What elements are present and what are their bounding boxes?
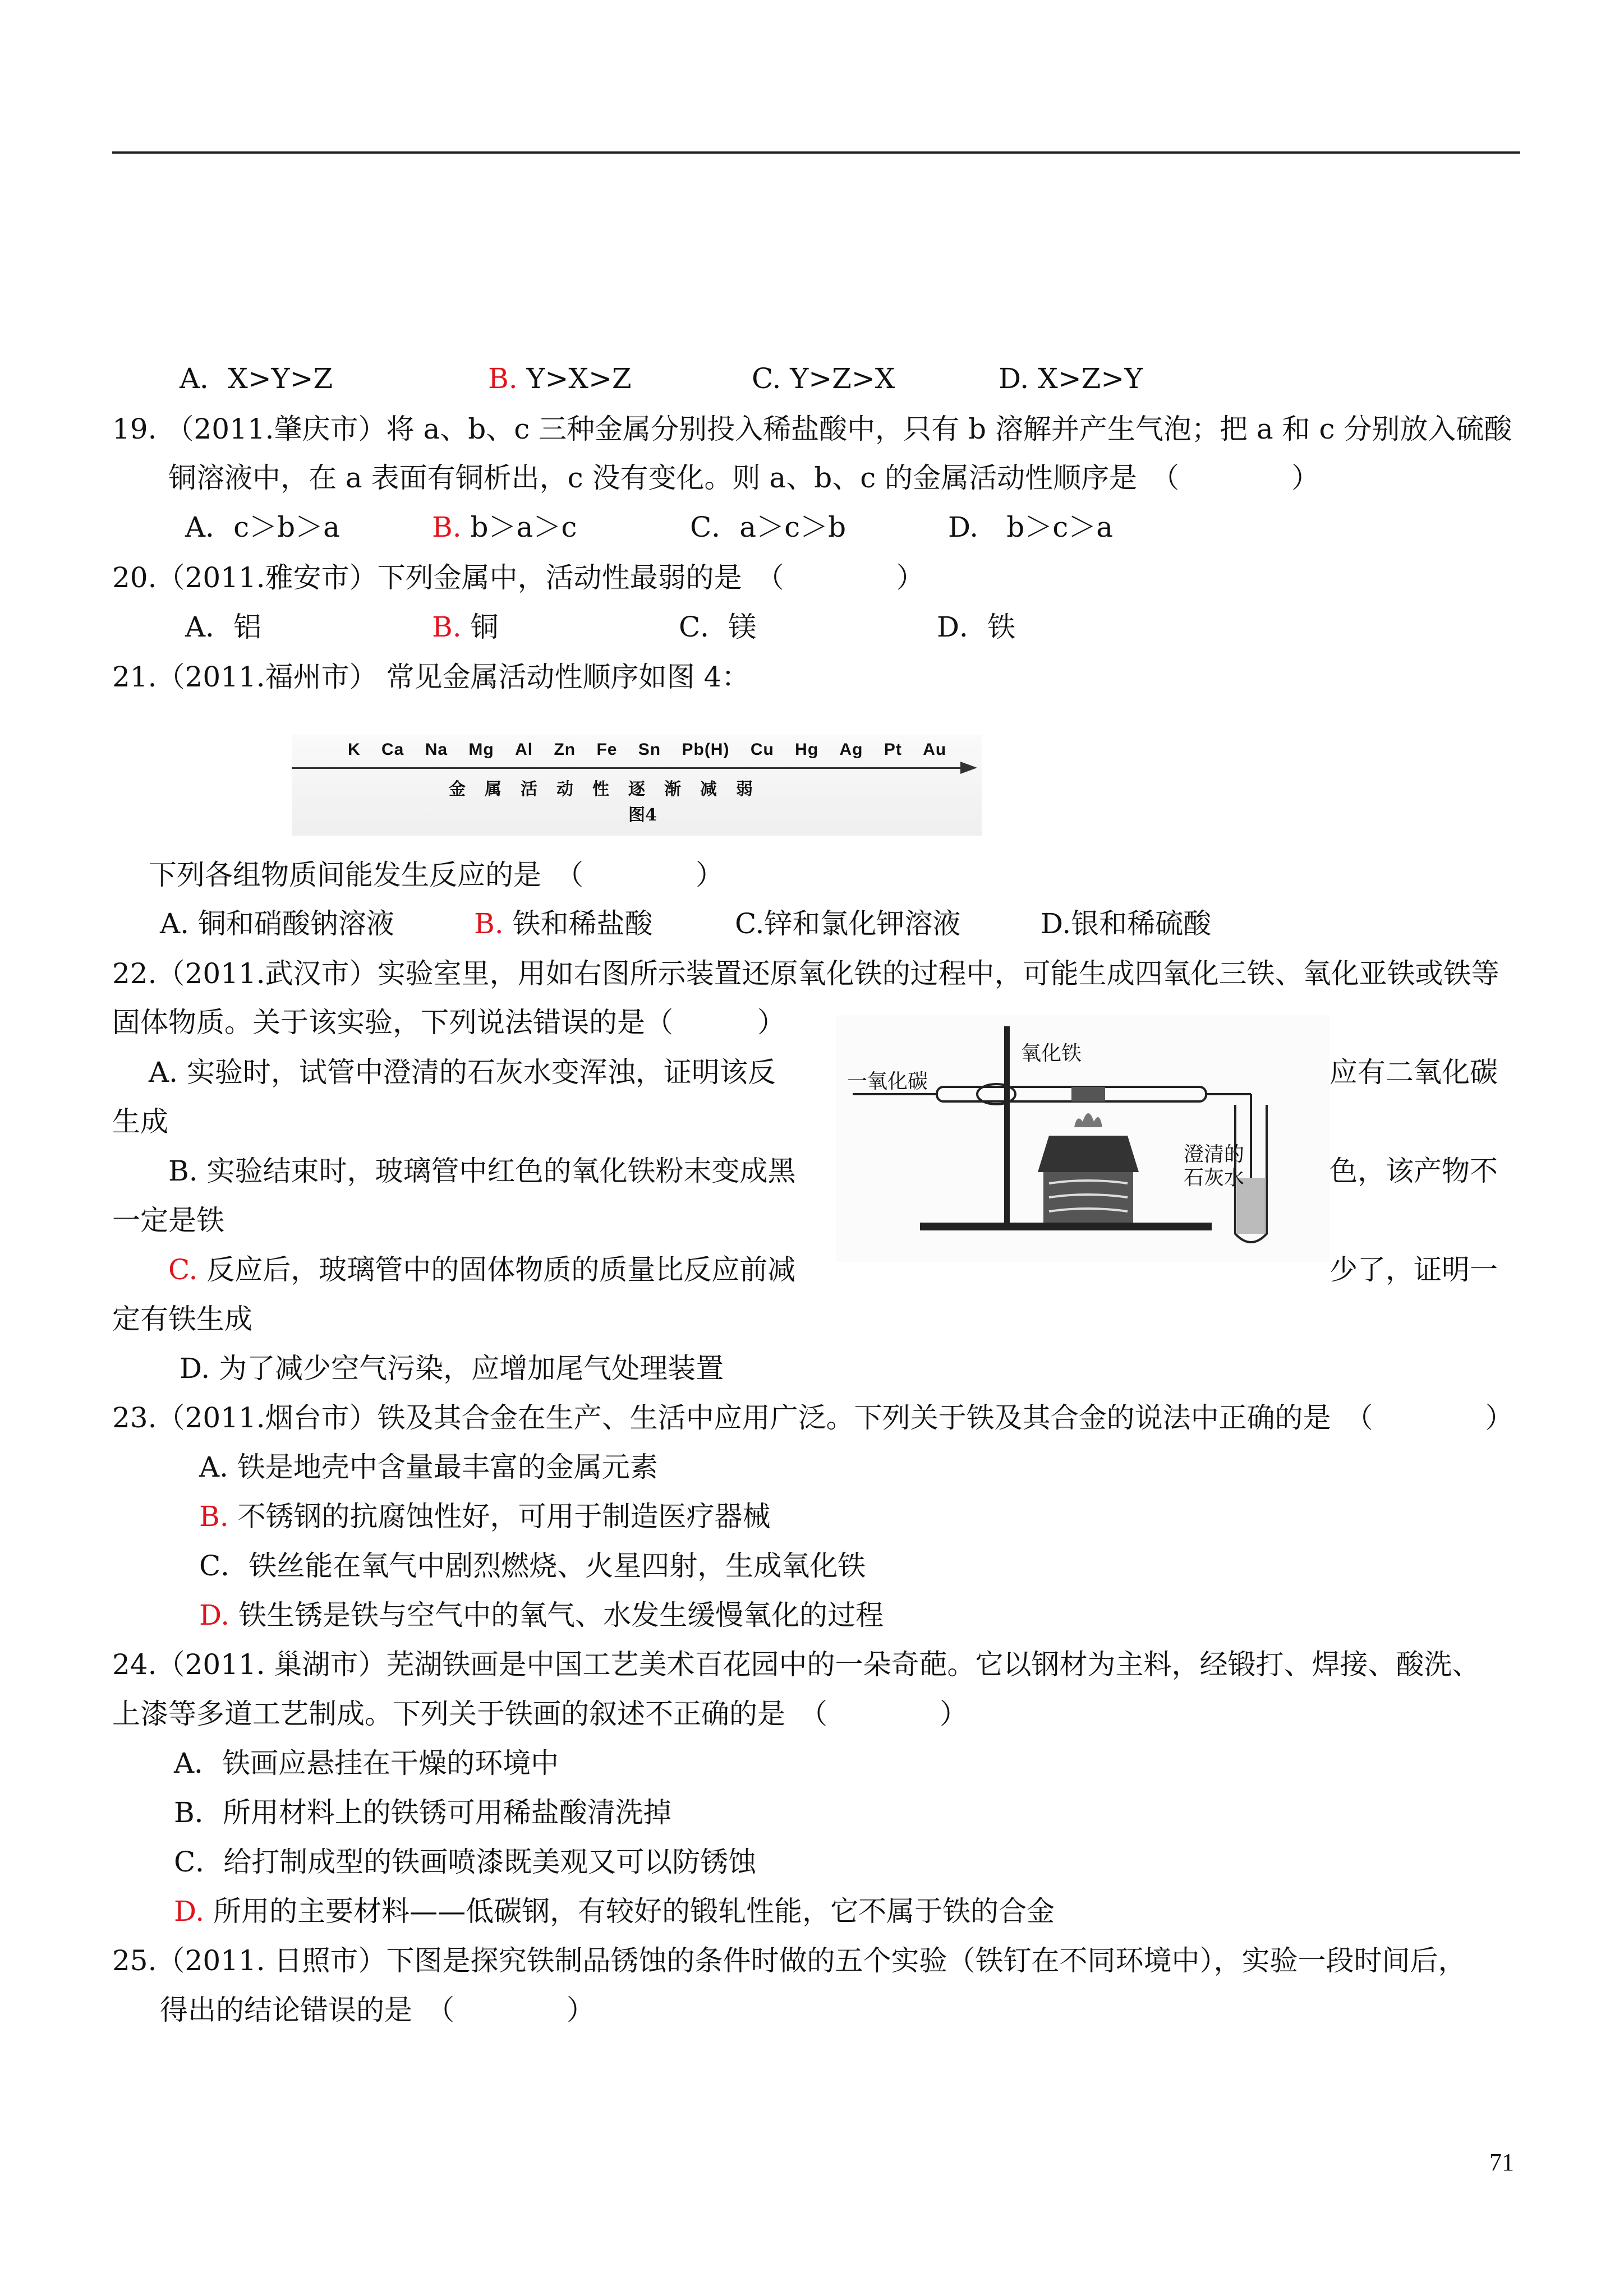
page-number: 71: [1489, 2149, 1514, 2176]
figure-label: 图4: [628, 805, 657, 825]
q22-option-d: D. 为了减少空气污染，应增加尾气处理装置: [180, 1352, 724, 1385]
q18-option-b: B. Y>X>Z: [488, 362, 632, 395]
co-reduction-apparatus-figure: [836, 1015, 1329, 1262]
q18-option-a: A．X>Y>Z: [180, 362, 333, 395]
q23-option-d: D. 铁生锈是铁与空气中的氧气、水发生缓慢氧化的过程: [199, 1599, 884, 1631]
arrow-right-icon: [960, 762, 977, 774]
q22-option-a-cont: 生成: [112, 1105, 168, 1138]
q23-option-c: C．铁丝能在氧气中剧烈燃烧、火星四射，生成氧化铁: [199, 1550, 866, 1582]
answer-mark: B.: [488, 362, 518, 395]
series-arrow-line: [292, 767, 965, 769]
metal-activity-series-figure: [292, 735, 982, 836]
q19-line-2: 铜溶液中，在 a 表面有铜析出，c 没有变化。则 a、b、c 的金属活动性顺序是 （ ）: [168, 462, 1320, 494]
q23-stem: 23.（2011.烟台市）铁及其合金在生产、生活中应用广泛。下列关于铁及其合金的说法中正确的是 （ ）: [112, 1401, 1513, 1434]
answer-mark: D.: [199, 1599, 230, 1631]
answer-mark: D.: [174, 1895, 205, 1928]
answer-mark: B.: [432, 611, 462, 643]
q22-option-b-cont: 一定是铁: [112, 1204, 224, 1237]
answer-mark: B.: [432, 511, 462, 543]
q24-option-c: C．给打制成型的铁画喷漆既美观又可以防锈蚀: [174, 1846, 757, 1878]
series-caption: 金属活动性逐渐减弱: [449, 780, 772, 799]
q19-option-b: B. b＞a＞c: [432, 511, 577, 543]
q19-option-c: C．a＞c＞b: [690, 511, 846, 543]
q19-option-a: A．c＞b＞a: [185, 511, 340, 543]
q25-line-2: 得出的结论错误的是 （ ）: [160, 1994, 595, 2026]
answer-mark: C.: [168, 1253, 198, 1286]
header-rule: [112, 151, 1520, 154]
q18-option-d: D. X>Z>Y: [999, 362, 1143, 395]
q18-option-c: C. Y>Z>X: [752, 362, 895, 395]
metal-list: [348, 740, 962, 759]
metal-symbol: Pb(H): [682, 740, 730, 759]
apparatus-drawing: [836, 1015, 1329, 1262]
q22-option-a-right: 应有二氧化碳: [1329, 1056, 1498, 1089]
q20-option-a: A．铝: [185, 611, 262, 643]
q22-option-b-left: B. 实验结束时，玻璃管中红色的氧化铁粉末变成黑: [168, 1155, 796, 1187]
q24-option-b: B．所用材料上的铁锈可用稀盐酸清洗掉: [174, 1796, 671, 1829]
q19-line-1: 19. （2011.肇庆市）将 a、b、c 三种金属分别投入稀盐酸中，只有 b 溶解并产生气泡；把 a 和 c 分别放入硫酸: [112, 413, 1512, 445]
q21-stem: 21.（2011.福州市） 常见金属活动性顺序如图 4：: [112, 661, 750, 693]
q22-option-b-right: 色，该产物不: [1329, 1155, 1498, 1187]
label-limewater-line-1: 澄清的: [1184, 1143, 1245, 1166]
metal-symbol: Sn: [638, 740, 661, 759]
q19-option-d: D. b＞c＞a: [948, 511, 1114, 543]
q24-option-a: A．铁画应悬挂在干燥的环境中: [174, 1747, 559, 1779]
q24-line-1: 24.（2011. 巢湖市）芜湖铁画是中国工艺美术百花园中的一朵奇葩。它以钢材为主料，经锻打、焊接、酸洗、: [112, 1648, 1480, 1681]
q23-option-a: A. 铁是地壳中含量最丰富的金属元素: [199, 1451, 658, 1483]
q22-option-c-right: 少了，证明一: [1329, 1253, 1498, 1286]
q20-option-c: C．镁: [679, 611, 757, 643]
q22-line-1: 22.（2011.武汉市）实验室里，用如右图所示装置还原氧化铁的过程中，可能生成四氧化三铁、氧化亚铁或铁等: [112, 957, 1499, 990]
metal-symbol: Ag: [839, 740, 863, 759]
metal-symbol: Zn: [554, 740, 576, 759]
metal-symbol: Hg: [795, 740, 819, 759]
q24-option-d: D. 所用的主要材料——低碳钢，有较好的锻轧性能，它不属于铁的合金: [174, 1895, 1055, 1928]
metal-symbol: Ca: [381, 740, 404, 759]
label-limewater-line-2: 石灰水: [1184, 1167, 1245, 1190]
q20-option-b: B. 铜: [432, 611, 499, 643]
q22-option-a-left: A. 实验时，试管中澄清的石灰水变浑浊，证明该反: [149, 1056, 776, 1089]
metal-symbol: Fe: [596, 740, 618, 759]
q20-option-d: D．铁: [937, 611, 1016, 643]
metal-symbol: Au: [923, 740, 947, 759]
metal-symbol: Al: [515, 740, 533, 759]
q22-line-2: 固体物质。关于该实验，下列说法错误的是（ ）: [112, 1006, 785, 1039]
label-iron-oxide: 氧化铁: [1021, 1042, 1082, 1065]
q21-option-d: D.银和稀硫酸: [1041, 907, 1212, 940]
q25-line-1: 25.（2011. 日照市）下图是探究铁制品锈蚀的条件时做的五个实验（铁钉在不同环境中），实验一段时间后，: [112, 1944, 1466, 1977]
q21-option-c: C.锌和氯化钾溶液: [735, 907, 961, 940]
answer-mark: B.: [199, 1500, 229, 1533]
metal-symbol: Pt: [884, 740, 902, 759]
q23-option-b: B. 不锈钢的抗腐蚀性好，可用于制造医疗器械: [199, 1500, 771, 1533]
metal-symbol: Mg: [468, 740, 494, 759]
q21-option-a: A. 铜和硝酸钠溶液: [160, 907, 394, 940]
q20-stem: 20.（2011.雅安市）下列金属中，活动性最弱的是 （ ）: [112, 561, 924, 594]
q24-line-2: 上漆等多道工艺制成。下列关于铁画的叙述不正确的是 （ ）: [112, 1698, 968, 1730]
q21-option-b: B. 铁和稀盐酸: [474, 907, 653, 940]
q21-prompt: 下列各组物质间能发生反应的是 （ ）: [149, 859, 724, 891]
metal-symbol: K: [348, 740, 361, 759]
label-carbon-monoxide: 一氧化碳: [847, 1070, 928, 1093]
q22-option-c-left: C. 反应后，玻璃管中的固体物质的质量比反应前减: [168, 1253, 796, 1286]
metal-symbol: Cu: [750, 740, 774, 759]
answer-mark: B.: [474, 907, 504, 940]
q22-option-c-cont: 定有铁生成: [112, 1303, 252, 1335]
metal-symbol: Na: [425, 740, 448, 759]
